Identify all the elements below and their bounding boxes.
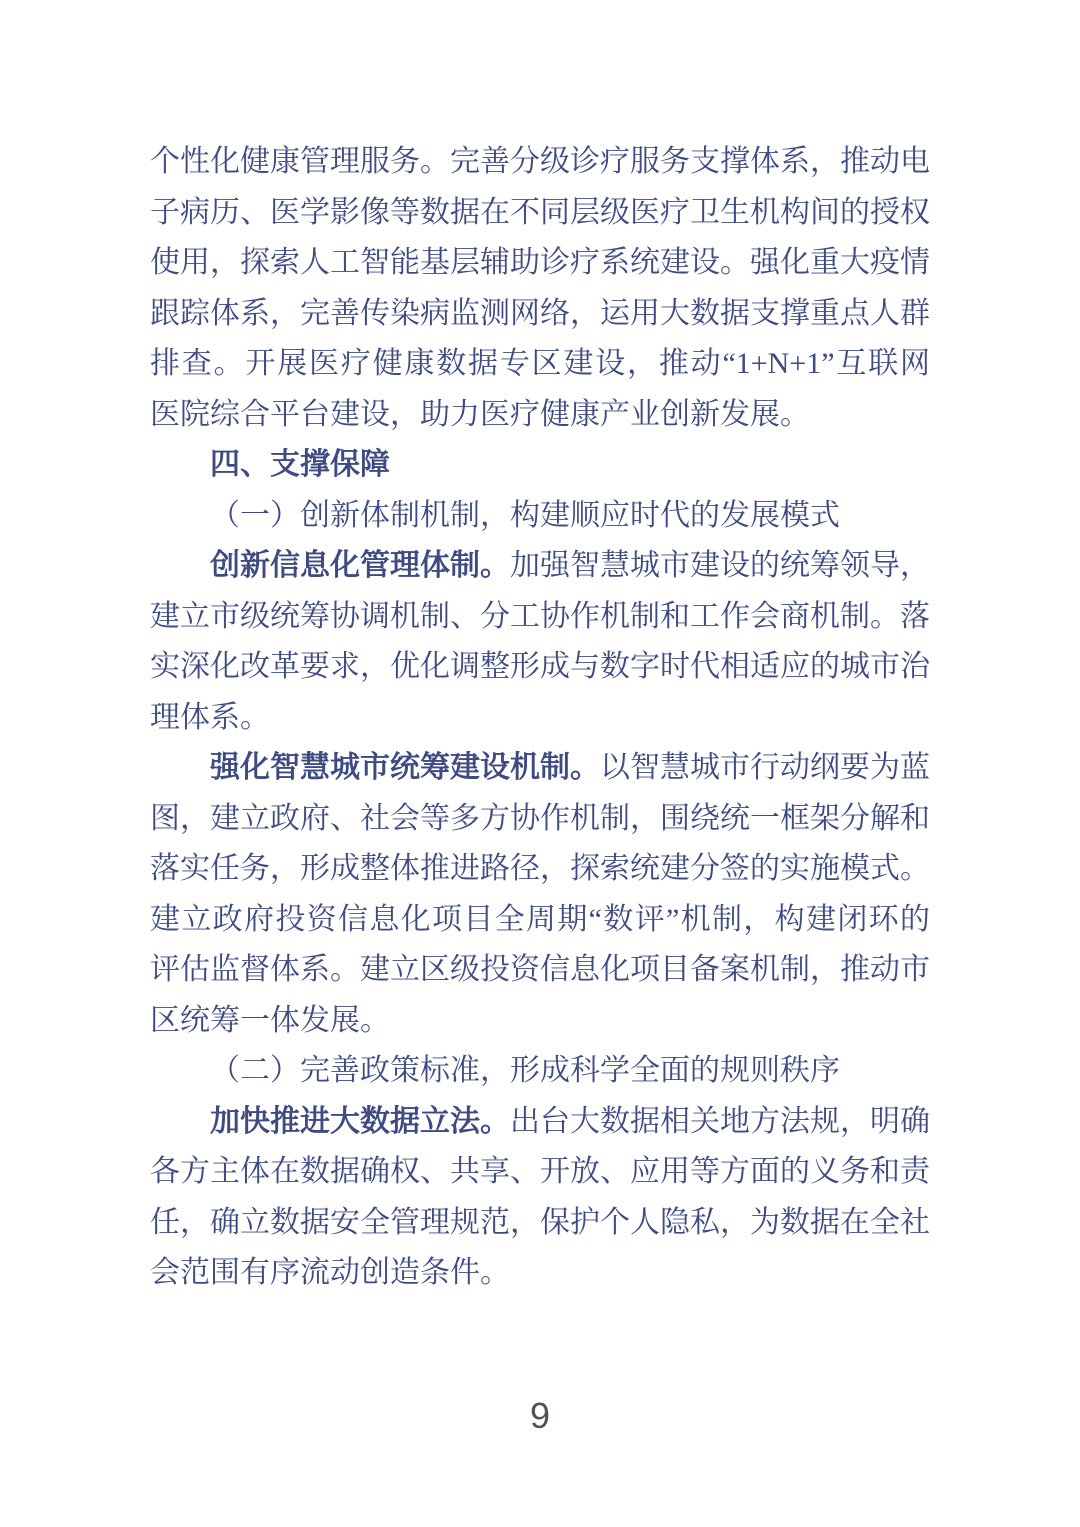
subsection-heading (150, 1046, 930, 1097)
text-line (150, 289, 930, 340)
body-text: 子病历、医学影像等数据在不同层级医疗卫生机构间的授权 (150, 195, 930, 229)
document-body (150, 137, 930, 1299)
body-text: 任，确立数据安全管理规范，保护个人隐私，为数据在全社 (150, 1205, 930, 1239)
text-line (150, 390, 930, 441)
body-text: （一）创新体制机制，构建顺应时代的发展模式 (210, 498, 840, 532)
body-text: 排查。开展医疗健康数据专区建设，推动“1+N+1”互联网 (150, 347, 930, 380)
text-line (150, 339, 930, 390)
text-line (150, 996, 930, 1047)
bold-lead-text: 强化智慧城市统筹建设机制。 (210, 751, 600, 784)
text-line (150, 592, 930, 643)
body-text: 个性化健康管理服务。完善分级诊疗服务支撑体系，推动电 (150, 145, 930, 178)
text-line (150, 238, 930, 289)
page-number: 9 (529, 1395, 551, 1436)
body-text: 使用，探索人工智能基层辅助诊疗系统建设。强化重大疫情 (150, 246, 930, 279)
body-text: 落实任务，形成整体推进路径，探索统建分签的实施模式。 (150, 852, 930, 885)
text-line (150, 541, 930, 592)
body-text: 理体系。 (150, 700, 270, 734)
bold-lead-text: 创新信息化管理体制。 (210, 549, 510, 582)
subsection-heading (150, 491, 930, 542)
body-text: 各方主体在数据确权、共享、开放、应用等方面的义务和责 (150, 1155, 930, 1188)
body-text: 跟踪体系，完善传染病监测网络，运用大数据支撑重点人群 (150, 296, 930, 330)
text-line (150, 693, 930, 744)
text-line (150, 945, 930, 996)
body-text: 加强智慧城市建设的统筹领导， (510, 549, 930, 582)
body-text: 建立市级统筹协调机制、分工协作机制和工作会商机制。落 (150, 599, 930, 633)
bold-lead-text: 加快推进大数据立法。 (210, 1104, 510, 1138)
text-line (150, 794, 930, 845)
body-text: 以智慧城市行动纲要为蓝 (600, 751, 930, 784)
text-line (150, 895, 930, 946)
text-line (150, 1198, 930, 1249)
text-line (150, 137, 930, 188)
body-text: 评估监督体系。建立区级投资信息化项目备案机制，推动市 (150, 953, 930, 986)
body-text: 区统筹一体发展。 (150, 1003, 390, 1037)
body-text: 图，建立政府、社会等多方协作机制，围绕统一框架分解和 (150, 801, 930, 835)
text-line (150, 1147, 930, 1198)
text-line (150, 188, 930, 239)
text-line (150, 743, 930, 794)
body-text: 出台大数据相关地方法规，明确 (510, 1104, 930, 1138)
body-text: （二）完善政策标准，形成科学全面的规则秩序 (210, 1054, 840, 1087)
text-line (150, 844, 930, 895)
body-text: 会范围有序流动创造条件。 (150, 1256, 510, 1289)
text-line (150, 1097, 930, 1148)
body-text: 医院综合平台建设，助力医疗健康产业创新发展。 (150, 397, 810, 431)
text-line (150, 1248, 930, 1299)
body-text: 实深化改革要求，优化调整形成与数字时代相适应的城市治 (150, 650, 930, 683)
body-text: 建立政府投资信息化项目全周期“数评”机制，构建闭环的 (150, 902, 930, 936)
bold-lead-text: 四、支撑保障 (210, 448, 390, 481)
section-heading (150, 440, 930, 491)
text-line (150, 642, 930, 693)
